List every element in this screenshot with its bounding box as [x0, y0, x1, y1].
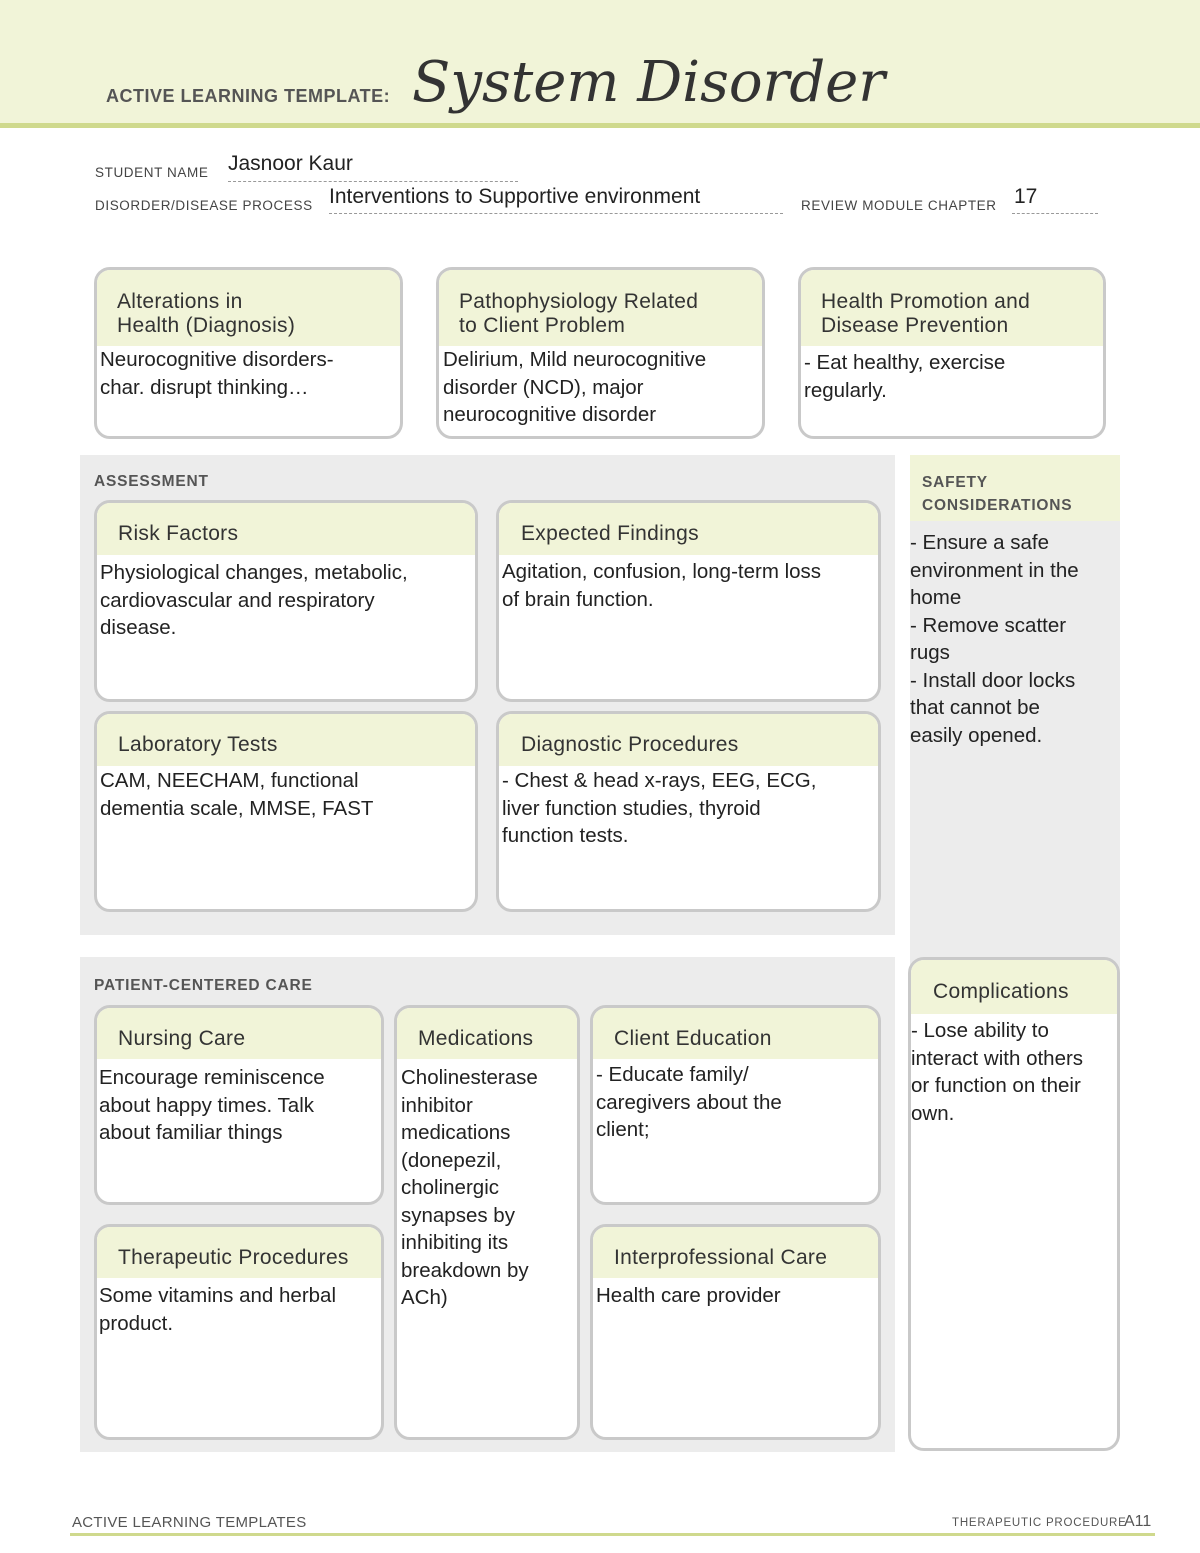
- card-complications: [908, 957, 1120, 1451]
- card-therapeutic-procedures: [94, 1224, 384, 1440]
- card-alterations: [94, 267, 403, 439]
- card-body[interactable]: Delirium, Mild neurocognitive disorder (NCD), major neurocognitive disorder: [443, 348, 707, 426]
- card-expected-findings: [496, 500, 881, 702]
- card-title: Expected Findings: [499, 503, 878, 555]
- footer-left: ACTIVE LEARNING TEMPLATES: [72, 1514, 307, 1531]
- card-body[interactable]: Some vitamins and herbal product.: [99, 1284, 337, 1335]
- footer-divider: [70, 1533, 1155, 1536]
- card-body[interactable]: Encourage reminiscence about happy times. Talk about familiar things: [99, 1066, 325, 1144]
- card-body[interactable]: Agitation, confusion, long-term loss of brain function.: [502, 560, 822, 611]
- card-health-promotion: [798, 267, 1106, 439]
- card-body[interactable]: Health care provider: [596, 1284, 781, 1307]
- disorder-field[interactable]: Interventions to Supportive environment: [329, 185, 701, 208]
- card-body[interactable]: Cholinesterase inhibitor medications (donepezil, cholinergic synapses by inhibiting its breakdown by ACh): [401, 1066, 538, 1309]
- card-body[interactable]: CAM, NEECHAM, functional dementia scale, MMSE, FAST: [100, 769, 374, 820]
- card-body[interactable]: - Eat healthy, exercise regularly.: [804, 351, 1006, 402]
- card-title: Health Promotion and Disease Prevention: [801, 270, 1103, 346]
- patient-care-title: PATIENT-CENTERED CARE: [94, 977, 313, 994]
- card-body[interactable]: - Chest & head x-rays, EEG, ECG, liver function studies, thyroid function tests.: [502, 769, 817, 847]
- card-nursing-care: [94, 1005, 384, 1205]
- card-title: Diagnostic Procedures: [499, 714, 878, 766]
- card-client-education: [590, 1005, 881, 1205]
- template-label: ACTIVE LEARNING TEMPLATE:: [106, 86, 391, 106]
- student-name-field[interactable]: Jasnoor Kaur: [228, 152, 353, 175]
- card-title: Complications: [911, 960, 1117, 1014]
- template-title: System Disorder: [412, 50, 886, 115]
- card-title: Interprofessional Care: [593, 1227, 878, 1278]
- card-laboratory-tests: [94, 711, 478, 912]
- card-title: Nursing Care: [97, 1008, 381, 1059]
- card-title: Medications: [397, 1008, 577, 1059]
- card-body[interactable]: - Educate family/ caregivers about the client;: [596, 1063, 782, 1141]
- safety-title: SAFETY CONSIDERATIONS: [910, 455, 1120, 521]
- chapter-label: REVIEW MODULE CHAPTER: [801, 198, 997, 213]
- card-title: Laboratory Tests: [97, 714, 475, 766]
- card-body[interactable]: Neurocognitive disorders- char. disrupt thinking…: [100, 348, 334, 399]
- card-body[interactable]: Physiological changes, metabolic, cardiovascular and respiratory disease.: [100, 561, 408, 639]
- card-interprofessional-care: [590, 1224, 881, 1440]
- student-name-line: [228, 181, 518, 182]
- safety-body[interactable]: - Ensure a safe environment in the home - Remove scatter rugs - Install door locks that cannot be easily opened.: [910, 531, 1079, 747]
- student-name-label: STUDENT NAME: [95, 165, 209, 180]
- card-body[interactable]: - Lose ability to interact with others or function on their own.: [911, 1019, 1084, 1125]
- card-diagnostic-procedures: [496, 711, 881, 912]
- card-title: Risk Factors: [97, 503, 475, 555]
- card-title: Therapeutic Procedures: [97, 1227, 381, 1278]
- card-title: Pathophysiology Related to Client Problem: [439, 270, 762, 346]
- card-risk-factors: [94, 500, 478, 702]
- card-title: Alterations in Health (Diagnosis): [97, 270, 400, 346]
- assessment-title: ASSESSMENT: [94, 473, 209, 490]
- disorder-line: [329, 213, 783, 214]
- footer-code: A11: [1124, 1513, 1152, 1530]
- card-title: Client Education: [593, 1008, 878, 1059]
- chapter-field[interactable]: 17: [1014, 185, 1038, 208]
- card-medications: [394, 1005, 580, 1440]
- footer-right: THERAPEUTIC PROCEDURE: [952, 1517, 1127, 1529]
- chapter-line: [1012, 213, 1098, 214]
- card-pathophysiology: [436, 267, 765, 439]
- disorder-label: DISORDER/DISEASE PROCESS: [95, 198, 313, 213]
- header-divider: [0, 123, 1200, 128]
